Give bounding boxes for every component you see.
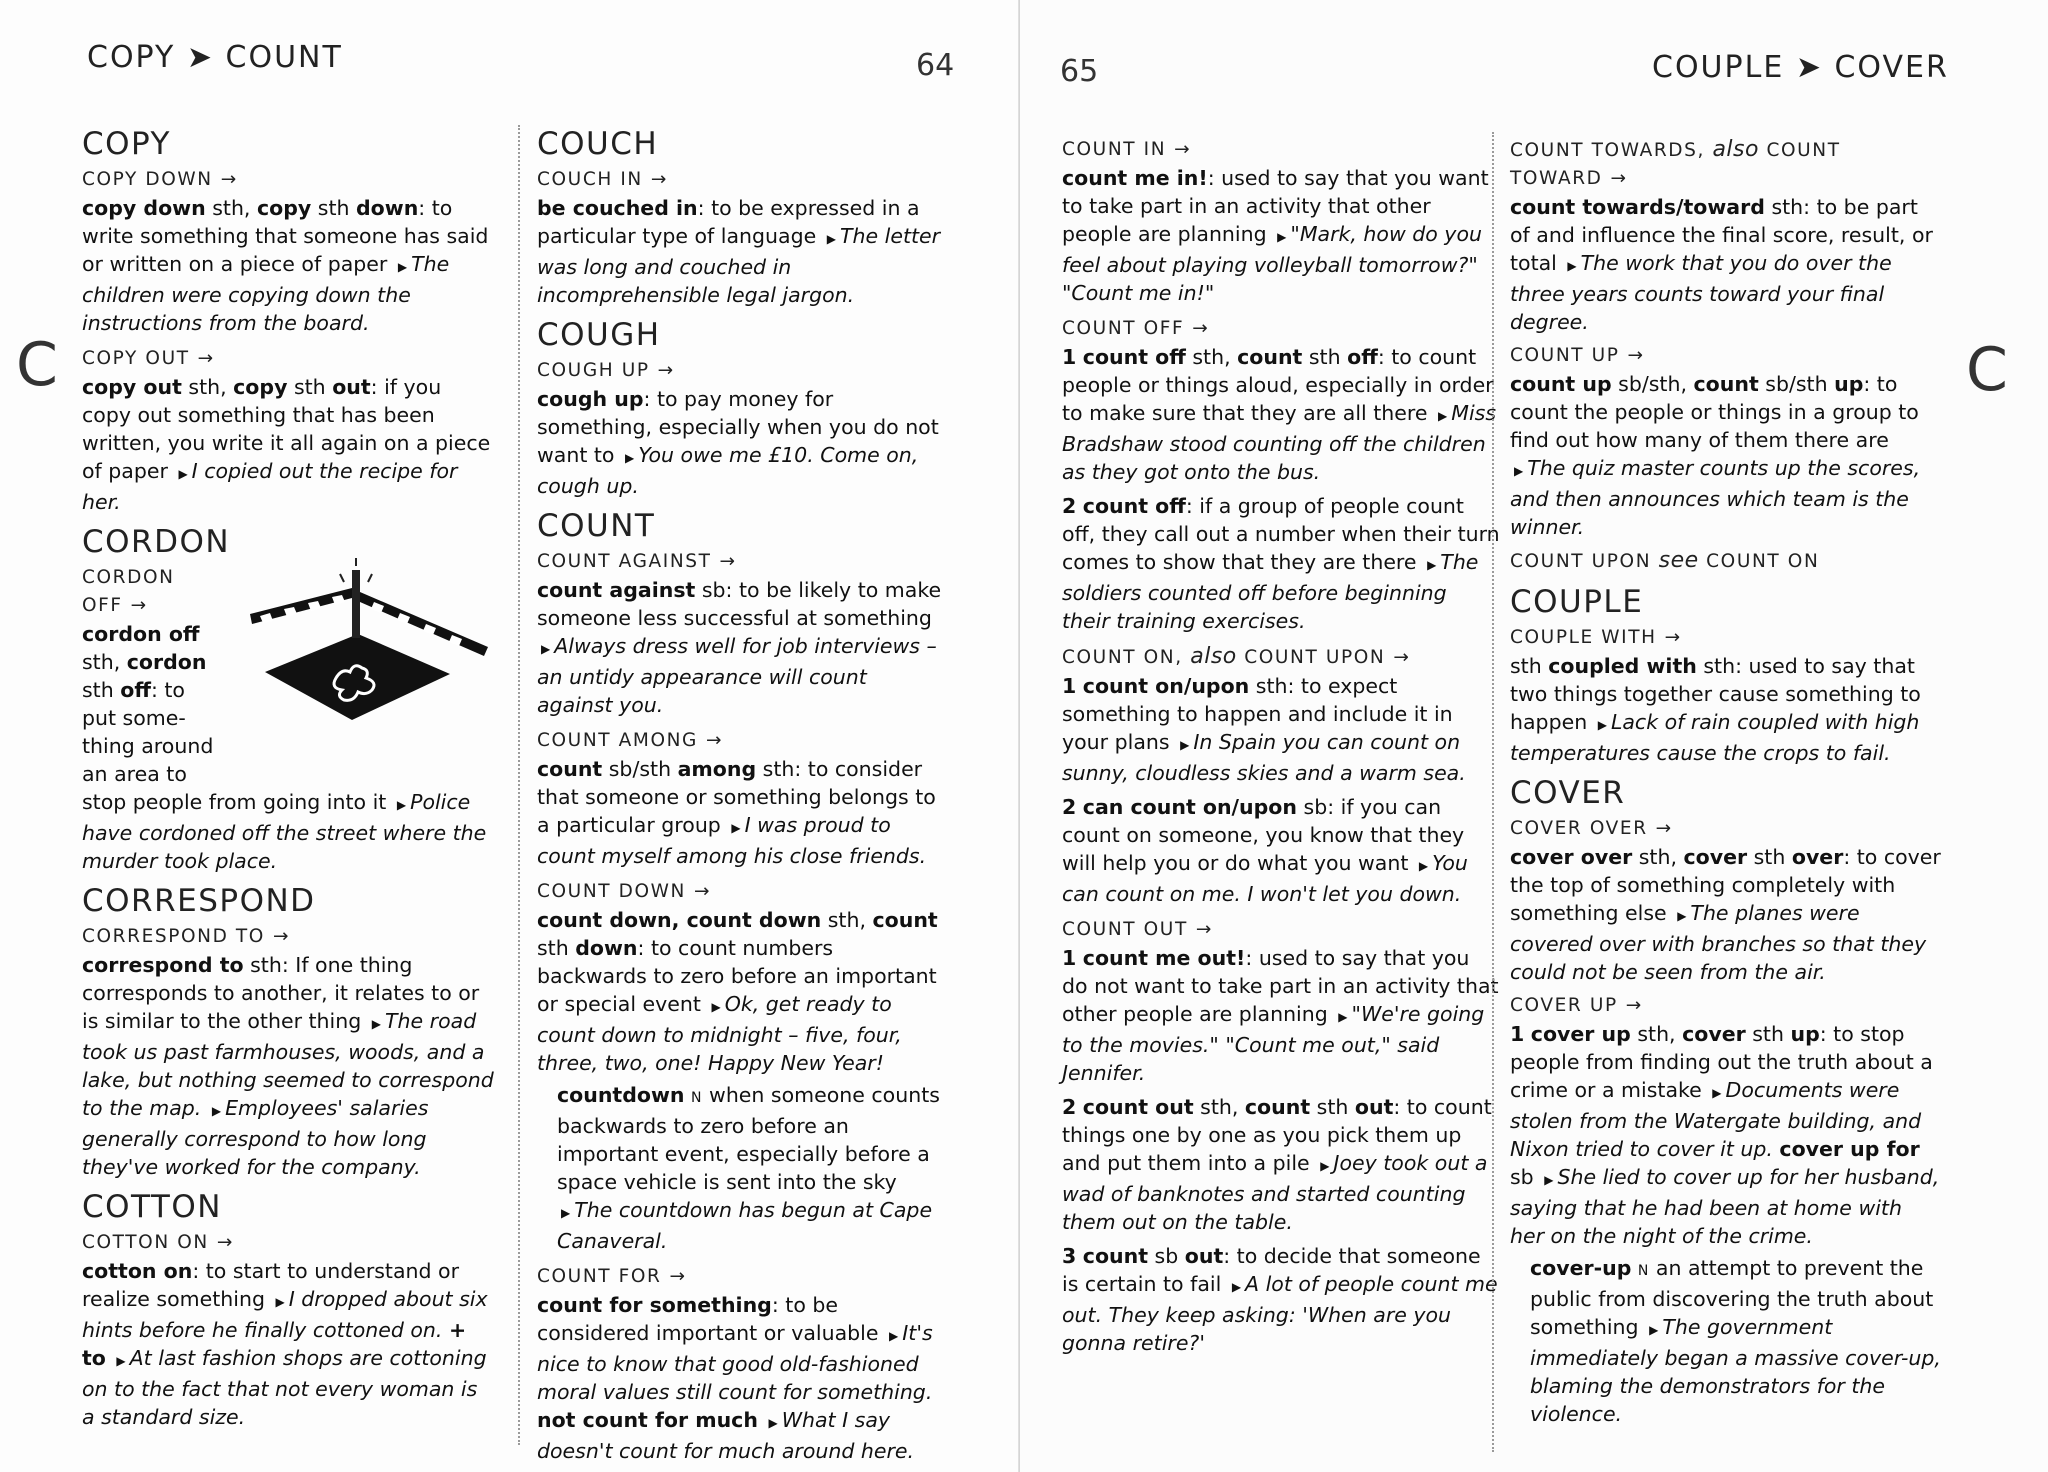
- definition-count-in: count me in!: used to say that you want to take part in an activity that other people are planning ▶ "Mark, how do you feel about playing volleyball tomorrow?" "Count me in!": [1062, 166, 1489, 305]
- left-page: [0, 0, 1020, 1472]
- headword-couple: COUPLE: [1510, 584, 1644, 620]
- example-cover-over: The planes were covered over with branches so that they could not be seen from the air.: [1510, 901, 1927, 984]
- phrasal-verb-count-towards: COUNT TOWARDS, also COUNT TOWARD →: [1510, 137, 1841, 189]
- definition-cough-up: cough up: to pay money for something, especially when you do not want to ▶ You owe me £10. Come on, cough up.: [537, 387, 939, 498]
- definition-count-out-1: 1 count me out!: used to say that you do not want to take part in an activity that other people are planning ▶ "We're going to the movies." "Count me out," said Jennifer.: [1062, 946, 1499, 1085]
- section-tab-letter-left: C: [16, 330, 58, 400]
- phrasal-verb-count-off: COUNT OFF →: [1062, 318, 1210, 339]
- page-number-left: 64: [916, 48, 955, 83]
- phrasal-verb-cover-up: COVER UP →: [1510, 995, 1643, 1016]
- example-noun-cover-up: The government immediately began a massive cover-up, blaming the demonstrators for the violence.: [1530, 1315, 1941, 1426]
- headword-cotton: COTTON: [82, 1189, 222, 1225]
- headword-cover: COVER: [1510, 775, 1626, 811]
- column-divider: [1492, 132, 1494, 1452]
- phrasal-verb-couple-with: COUPLE WITH →: [1510, 627, 1682, 648]
- phrasal-verb-cover-over: COVER OVER →: [1510, 818, 1673, 839]
- example-count-off-2: The soldiers counted off before beginning their training exercises.: [1062, 550, 1479, 633]
- crime-scene-cordon-illustration: [240, 552, 490, 722]
- example-count-towards: The work that you do over the three years counts toward your final degree.: [1510, 251, 1892, 334]
- cross-reference-count-upon: COUNT UPON see COUNT ON: [1510, 548, 1820, 573]
- example-count-on-1: In Spain you can count on sunny, cloudless skies and a warm sea.: [1062, 730, 1466, 785]
- left-column-1: [82, 118, 496, 1433]
- example-count-for: It's nice to know that good old-fashioned moral values still count for something.: [537, 1321, 933, 1404]
- phrasal-verb-count-up: COUNT UP →: [1510, 345, 1645, 366]
- headword-cough: COUGH: [537, 317, 661, 353]
- definition-count-off-1: 1 count off sth, count sth off: to count people or things aloud, especially in order to make sure that they are all there ▶ Miss Bradshaw stood counting off the children as they got onto the bus.: [1062, 345, 1497, 484]
- definition-count-out-2: 2 count out sth, count sth out: to count things one by one as you pick them up and put them into a pile ▶ Joey took out a wad of banknotes and started counting them out on the table.: [1062, 1095, 1492, 1234]
- example-copy-out: I copied out the recipe for her.: [82, 459, 458, 514]
- right-page: [1020, 0, 2048, 1472]
- example-cotton-on: I dropped about six hints before he finally cottoned on.: [82, 1287, 488, 1342]
- example-cover-up-for: She lied to cover up for her husband, saying that he had been at home with her on the night of the crime.: [1510, 1165, 1940, 1248]
- phrasal-verb-cordon-off: CORDON OFF →: [82, 567, 175, 616]
- example-count-in: "Mark, how do you feel about playing volleyball tomorrow?" "Count me in!": [1062, 222, 1482, 305]
- headword-copy: COPY: [82, 126, 171, 162]
- example-count-down: Ok, get ready to count down to midnight – five, four, three, two, one! Happy New Year!: [537, 992, 902, 1075]
- phrasal-verb-count-for: COUNT FOR →: [537, 1266, 687, 1287]
- definition-count-against: count against sb: to be likely to make someone less successful at something ▶ Always dress well for job interviews – an untidy appearance will count against you.: [537, 578, 942, 717]
- phrasal-verb-count-among: COUNT AMONG →: [537, 730, 724, 751]
- phrasal-verb-count-out: COUNT OUT →: [1062, 919, 1213, 940]
- page-number-right: 65: [1060, 54, 1099, 89]
- phrasal-verb-copy-out: COPY OUT →: [82, 348, 215, 369]
- example-count-up: The quiz master counts up the scores, and then announces which team is the winner.: [1510, 456, 1921, 539]
- definition-cover-up: 1 cover up sth, cover sth up: to stop people from finding out the truth about a crime or a mistake ▶ Documents were stolen from the Watergate building, and Nixon tried to cover it up. cover up for sb ▶ She lied to cover up for her husband, saying that he had been at home with her on the night of the crime.: [1510, 1022, 1940, 1248]
- example-count-off-1: Miss Bradshaw stood counting off the children as they got onto the bus.: [1062, 401, 1497, 484]
- phrasal-verb-cotton-on: COTTON ON →: [82, 1232, 234, 1253]
- definition-count-out-3: 3 count sb out: to decide that someone is certain to fail ▶ A lot of people count me out. They keep asking: 'When are you gonna retire?': [1062, 1244, 1498, 1355]
- example-cotton-on-to: At last fashion shops are cottoning on to the fact that not every woman is a standard size.: [82, 1346, 487, 1429]
- definition-count-for: count for something: to be considered important or valuable ▶ It's nice to know that good old-fashioned moral values still count for something. not count for much ▶ What I say doesn't count for much around here.: [537, 1293, 933, 1463]
- definition-copy-out: copy out sth, copy sth out: if you copy out something that has been written, you write it all again on a piece of paper ▶ I copied out the recipe for her.: [82, 375, 491, 514]
- right-column-1: [1062, 132, 1500, 1359]
- example-count-out-1: "We're going to the movies." "Count me out," said Jennifer.: [1062, 1002, 1485, 1085]
- example-couple-with: Lack of rain coupled with high temperatures cause the crops to fail.: [1510, 710, 1920, 765]
- definition-count-down: count down, count down sth, count sth down: to count numbers backwards to zero before an important or special event ▶ Ok, get ready to count down to midnight – five, four, three, two, one! Happy New Year!: [537, 908, 938, 1075]
- example-copy-down: The children were copying down the instructions from the board.: [82, 252, 450, 335]
- definition-count-up: count up sb/sth, count sb/sth up: to count the people or things in a group to find out how many of them there are ▶ The quiz master counts up the scores, and then announces which team is the winner.: [1510, 372, 1921, 539]
- headword-count: COUNT: [537, 508, 656, 544]
- definition-count-towards: count towards/toward sth: to be part of and influence the final score, result, or total ▶ The work that you do over the three years counts toward your final degree.: [1510, 195, 1933, 334]
- left-column-2: [537, 118, 947, 1467]
- definition-count-on-2: 2 can count on/upon sb: if you can count on someone, you know that they will help you or do what you want ▶ You can count on me. I won't let you down.: [1062, 795, 1468, 906]
- phrasal-verb-copy-down: COPY DOWN →: [82, 169, 238, 190]
- phrasal-verb-couch-in: COUCH IN →: [537, 169, 668, 190]
- phrasal-verb-cough-up: COUGH UP →: [537, 360, 675, 381]
- headword-cordon: CORDON: [82, 524, 231, 560]
- example-count-among: I was proud to count myself among his close friends.: [537, 813, 927, 868]
- definition-cotton-on: cotton on: to start to understand or realize something ▶ I dropped about six hints before he finally cottoned on. + to ▶ At last fashion shops are cottoning on to the fact that not every woman is a standard size.: [82, 1259, 488, 1429]
- running-head-left: COPY ➤ COUNT: [87, 40, 343, 75]
- headword-correspond: CORRESPOND: [82, 883, 316, 919]
- definition-couch-in: be couched in: to be expressed in a particular type of language ▶ The letter was long and couched in incomprehensible legal jargon.: [537, 196, 941, 307]
- phrasal-verb-count-down: COUNT DOWN →: [537, 881, 712, 902]
- example-count-out-3: A lot of people count me out. They keep asking: 'When are you gonna retire?': [1062, 1272, 1498, 1355]
- headword-couch: COUCH: [537, 126, 659, 162]
- definition-cover-over: cover over sth, cover sth over: to cover the top of something completely with something else ▶ The planes were covered over with branches so that they could not be seen from the air.: [1510, 845, 1941, 984]
- example-correspond-to: The road took us past farmhouses, woods, and a lake, but nothing seemed to correspond to the map.: [82, 1009, 494, 1120]
- noun-countdown: countdown N when someone counts backwards to zero before an important event, especially before a space vehicle is sent into the sky ▶ The countdown has begun at Cape Canaveral.: [557, 1083, 940, 1253]
- phrasal-verb-count-against: COUNT AGAINST →: [537, 551, 737, 572]
- example-couch-in: The letter was long and couched in incomprehensible legal jargon.: [537, 224, 941, 307]
- example-count-out-2: Joey took out a wad of banknotes and started counting them out on the table.: [1062, 1151, 1488, 1234]
- example-count-on-2: You can count on me. I won't let you down.: [1062, 851, 1468, 906]
- example-cover-up: Documents were stolen from the Watergate building, and Nixon tried to cover it up.: [1510, 1078, 1922, 1161]
- noun-cover-up: cover-up N an attempt to prevent the public from discovering the truth about something ▶ The government immediately began a massive cover-up, blaming the demonstrators for the violence.: [1530, 1256, 1941, 1426]
- example-correspond-to-2: Employees' salaries generally correspond to how long they've worked for the company.: [82, 1096, 429, 1179]
- entry-cordon-off: CORDON OFF → cordon off sth, cordon sth off: to put some- thing around an area to stop people from going into it ▶ Police have cordoned off the street where the murder took place.: [82, 564, 496, 875]
- column-divider: [518, 125, 520, 1445]
- definition-couple-with: sth coupled with sth: used to say that two things together cause something to happen ▶ Lack of rain coupled with high temperatures cause the crops to fail.: [1510, 654, 1921, 765]
- example-count-against: Always dress well for job interviews – an untidy appearance will count against you.: [537, 634, 937, 717]
- example-countdown: The countdown has begun at Cape Canaveral.: [557, 1198, 933, 1253]
- definition-count-off-2: 2 count off: if a group of people count off, they call out a number when their turn comes to show that they are there ▶ The soldiers counted off before beginning their training exercises.: [1062, 494, 1500, 633]
- example-cough-up: You owe me £10. Come on, cough up.: [537, 443, 919, 498]
- definition-correspond-to: correspond to sth: If one thing corresponds to another, it relates to or is similar to the other thing ▶ The road took us past farmhouses, woods, and a lake, but nothing seemed to correspond to the map. ▶ Employees' salaries generally correspond to how long they've worked for the company.: [82, 953, 494, 1179]
- example-not-count-for-much: What I say doesn't count for much around here.: [537, 1408, 915, 1463]
- right-column-2: [1510, 132, 1942, 1430]
- section-tab-letter-right: C: [1966, 335, 2008, 405]
- definition-copy-down: copy down sth, copy sth down: to write something that someone has said or written on a piece of paper ▶ The children were copying down the instructions from the board.: [82, 196, 489, 335]
- phrasal-verb-count-in: COUNT IN →: [1062, 139, 1192, 160]
- running-head-right: COUPLE ➤ COVER: [1652, 50, 1949, 85]
- phrasal-verb-count-on: COUNT ON, also COUNT UPON →: [1062, 644, 1411, 669]
- phrasal-verb-correspond-to: CORRESPOND TO →: [82, 926, 291, 947]
- example-cordon-off: Police have cordoned off the street where the murder took place.: [82, 790, 487, 873]
- definition-count-among: count sb/sth among sth: to consider that someone or something belongs to a particular group ▶ I was proud to count myself among his close friends.: [537, 757, 936, 868]
- definition-count-on-1: 1 count on/upon sth: to expect something to happen and include it in your plans ▶ In Spain you can count on sunny, cloudless skies and a warm sea.: [1062, 674, 1466, 785]
